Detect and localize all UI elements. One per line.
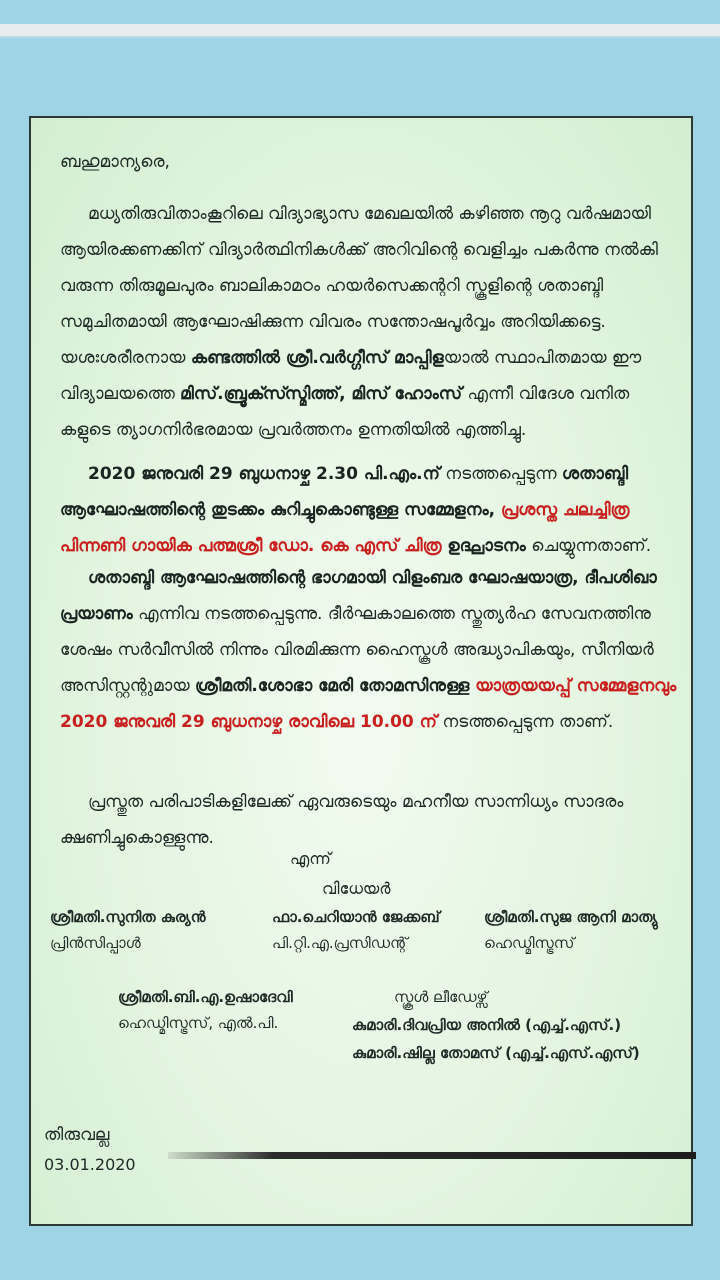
school-leader-2 <box>352 1040 640 1066</box>
paragraph-4-text: പ്രസ്തുത പരിപാടികളിലേക്ക് ഏവരുടെയും മഹനീയ സാന്നിധ്യം സാദരം ക്ഷണിച്ചുകൊള്ളുന്നു. <box>60 792 624 848</box>
top-strip-shadow <box>0 36 720 38</box>
p1b-e: എന്നീ വിദേശ വനിത കളുടെ ത്യാഗനിർഭരമായ പ്രവർത്തനം ഉന്നതിയിൽ എത്തിച്ചു. <box>60 384 630 440</box>
signatory-2-role: പി.റ്റി.എ.പ്രസിഡന്റ് <box>272 934 408 952</box>
founder-name: കണ്ടത്തിൽ ശ്രീ.വർഗ്ഗീസ് മാപ്പിള <box>190 348 444 368</box>
signatory-4 <box>118 984 293 1036</box>
p3-e: നടത്തപ്പെടുന്ന താണ്. <box>437 712 614 732</box>
paragraph-1-text: മധ്യതിരുവിതാംകൂറിലെ വിദ്യാഭ്യാസ മേഖലയിൽ കഴിഞ്ഞ നൂറു വർഷമായി ആയിരക്കണക്കിന് വിദ്യാർത്ഥിനികൾക്ക് അറിവിന്റെ വെളിച്ചം പകർന്നു നൽകി വരുന്ന തിരുമൂലപുരം ബാലികാമഠം ഹയർസെക്കന്ററി സ്കൂളിന്റെ ശതാബ്ദി സമുചിതമായി ആഘോഷിക്കുന്ന വിവരം സന്തോഷപൂർവ്വം അറിയിക്കട്ടെ. <box>60 204 658 332</box>
school-leader-2-name: കുമാരി.ഷില്ല തോമസ് (എച്ച്.എസ്.എസ്) <box>352 1044 640 1062</box>
top-strip <box>0 24 720 36</box>
salutation <box>60 144 680 180</box>
paragraph-4 <box>60 784 680 856</box>
signatory-2-name: ഫാ.ചെറിയാൻ ജേക്കബ് <box>272 908 440 926</box>
salutation-text: ബഹുമാന്യരെ, <box>60 152 170 172</box>
school-leader-1-name: കുമാരി.ദിവപ്രിയ അനിൽ (എച്ച്.എസ്.) <box>352 1016 622 1034</box>
paragraph-3 <box>60 560 680 740</box>
p1b-c: യാൽ സ്ഥാപിതമായ ഈ വിദ്യാലയത്തെ <box>60 348 642 404</box>
school-leaders-title-text: സ്കൂൾ ലീഡേഴ്സ് <box>394 988 488 1006</box>
closing-1-text: എന്ന് <box>290 849 331 868</box>
p2-c: ശതാബ്ദി ആഘോഷത്തിന്റെ തുടക്കം കുറിച്ചുകൊണ്ടുള്ള സമ്മേളനം, <box>60 464 629 520</box>
signatory-1 <box>50 904 206 956</box>
closing-2 <box>322 876 390 902</box>
footer-date <box>44 1152 136 1178</box>
signatory-1-name: ശ്രീമതി.സുനിത കുര്യൻ <box>50 908 206 926</box>
closing-1 <box>290 846 331 872</box>
paragraph-1b <box>60 340 680 448</box>
signatory-4-name: ശ്രീമതി.ബി.എ.ഉഷാദേവി <box>118 988 293 1006</box>
retiree-name: ശ്രീമതി.ശോഭാ മേരി തോമസിനുള്ള <box>195 676 476 696</box>
signatory-3 <box>484 904 657 956</box>
closing-2-text: വിധേയർ <box>322 879 391 898</box>
footer-date-text: 03.01.2020 <box>44 1155 136 1174</box>
event-datetime: 2020 ജനുവരി 29 ബുധനാഴ്ച 2.30 പി.എം.ന് <box>88 464 440 484</box>
p3-b: എന്നിവ നടത്തപ്പെടുന്നു. ദീർഘകാലത്തെ സ്തുത്യർഹ സേവനത്തിനു ശേഷം സർവീസിൽ നിന്നും വിരമിക്കുന്ന ഹൈസ്കൂൾ അദ്ധ്യാപികയും, സീനിയർ അസിസ്റ്റന്റുമായ <box>60 604 654 696</box>
footer-place-text: തിരുവല്ല <box>44 1125 110 1145</box>
p2-f: ചെയ്യുന്നതാണ്. <box>525 536 652 556</box>
paragraph-1 <box>60 196 680 448</box>
p3-a: ശതാബ്ദി ആഘോഷത്തിന്റെ ഭാഗമായി വിളംബര ഘോഷയാത്ര, ദീപശിഖാ പ്രയാണം <box>60 568 657 624</box>
paragraph-2 <box>60 456 680 564</box>
farewell-event: യാത്രയയപ്പ് സമ്മേളനവും 2020 ജനുവരി 29 ബുധനാഴ്ച രാവിലെ 10.00 ന് <box>60 676 677 732</box>
signatory-1-role: പ്രിൻസിപ്പാൾ <box>50 934 141 952</box>
p2-b: നടത്തപ്പെടുന്ന <box>439 464 562 484</box>
school-leader-1 <box>352 1012 621 1038</box>
chief-guest: പ്രശസ്ത ചലച്ചിത്ര പിന്നണി ഗായിക പത്മശ്രീ ഡോ. കെ എസ് ചിത്ര <box>60 500 630 556</box>
p2-e: ഉദ്ഘാടനം <box>441 536 526 556</box>
signatory-4-role: ഹെഡ്മിസ്ട്രസ്, എൽ.പി. <box>118 1014 279 1032</box>
school-leaders-title <box>394 984 488 1010</box>
missionaries-names: മിസ്.ബ്രൂക്സ്സ്മിത്ത്, മിസ് ഹോംസ് <box>180 384 463 404</box>
signatory-3-role: ഹെഡ്മിസ്ട്രസ് <box>484 934 575 952</box>
signatory-3-name: ശ്രീമതി.സുജ ആനി മാത്യു <box>484 908 658 926</box>
footer-place <box>44 1122 109 1148</box>
footer-divider <box>168 1152 696 1159</box>
signatory-2 <box>272 904 440 956</box>
p1b-a: യശഃശരീരനായ <box>60 348 191 368</box>
